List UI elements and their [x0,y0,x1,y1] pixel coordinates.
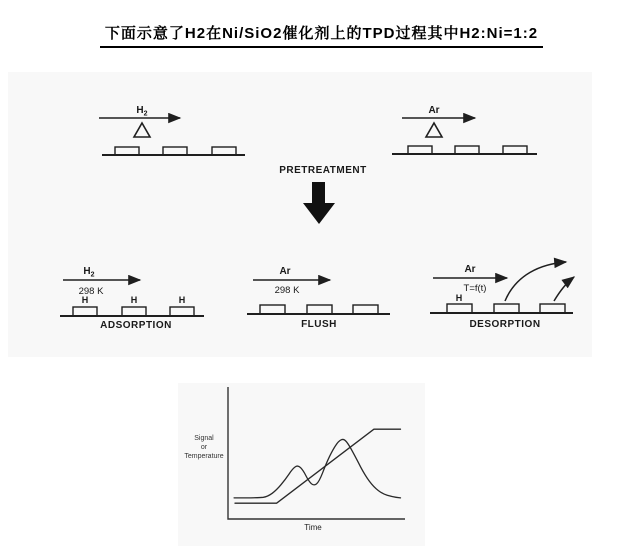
temperature-label: 298 K [78,286,104,297]
gas-label: Ar [428,105,440,116]
gas-label: Ar [464,264,476,275]
y-axis-label: Temperature [184,453,224,460]
catalyst-particle [455,146,479,154]
adsorption-scene [60,266,204,331]
catalyst-particle [73,307,97,316]
down-arrow-icon [303,182,335,224]
y-axis-label: or [200,444,208,451]
catalyst-particle [212,147,236,155]
step-label: FLUSH [301,319,337,330]
adsorbate-label: H [130,295,138,305]
pretreat-right-scene [392,105,537,154]
tpd-graph [178,383,425,546]
catalyst-particle [170,307,194,316]
catalyst-particle [540,304,565,313]
adsorbate-label: H [178,295,186,305]
heat-delta-icon [426,123,442,137]
page-title [0,22,643,48]
adsorbate-label: H [455,293,463,303]
catalyst-particle [122,307,146,316]
x-axis-label: Time [304,523,322,532]
catalyst-particle [163,147,187,155]
axes [228,387,405,519]
page-title-text: 下面示意了H2在Ni/SiO2催化剂上的TPD过程其中H2:Ni=1:2 [100,22,543,48]
step-label: ADSORPTION [100,320,172,331]
tpd-signal-curve [234,439,400,497]
catalyst-particle [503,146,527,154]
flush-scene [247,266,390,330]
temperature-label: T=f(t) [463,283,487,294]
pretreat-left-scene [99,105,245,155]
adsorbate-label: H [81,295,89,305]
pretreatment-step [279,165,366,224]
gas-label: Ar [279,266,291,277]
catalyst-particle [408,146,432,154]
temperature-label: 298 K [274,285,300,296]
temperature-ramp-curve [235,429,401,503]
desorption-scene [430,262,574,330]
pretreatment-label: PRETREATMENT [279,165,367,176]
catalyst-particle [494,304,519,313]
tpd-graph-svg [178,383,425,546]
step-label: DESORPTION [469,319,541,330]
desorbing-arrow-icon [554,277,574,301]
catalyst-particle [115,147,139,155]
catalyst-particle [447,304,472,313]
catalyst-particle [307,305,332,314]
tpd-process-diagram-svg [8,72,592,357]
catalyst-particle [260,305,285,314]
gas-label: $H_2$ [136,105,148,118]
gas-label: $H_2$ [83,266,95,279]
heat-delta-icon [134,123,150,137]
tpd-process-diagram [8,72,592,357]
y-axis-label: Signal [194,435,214,442]
catalyst-particle [353,305,378,314]
